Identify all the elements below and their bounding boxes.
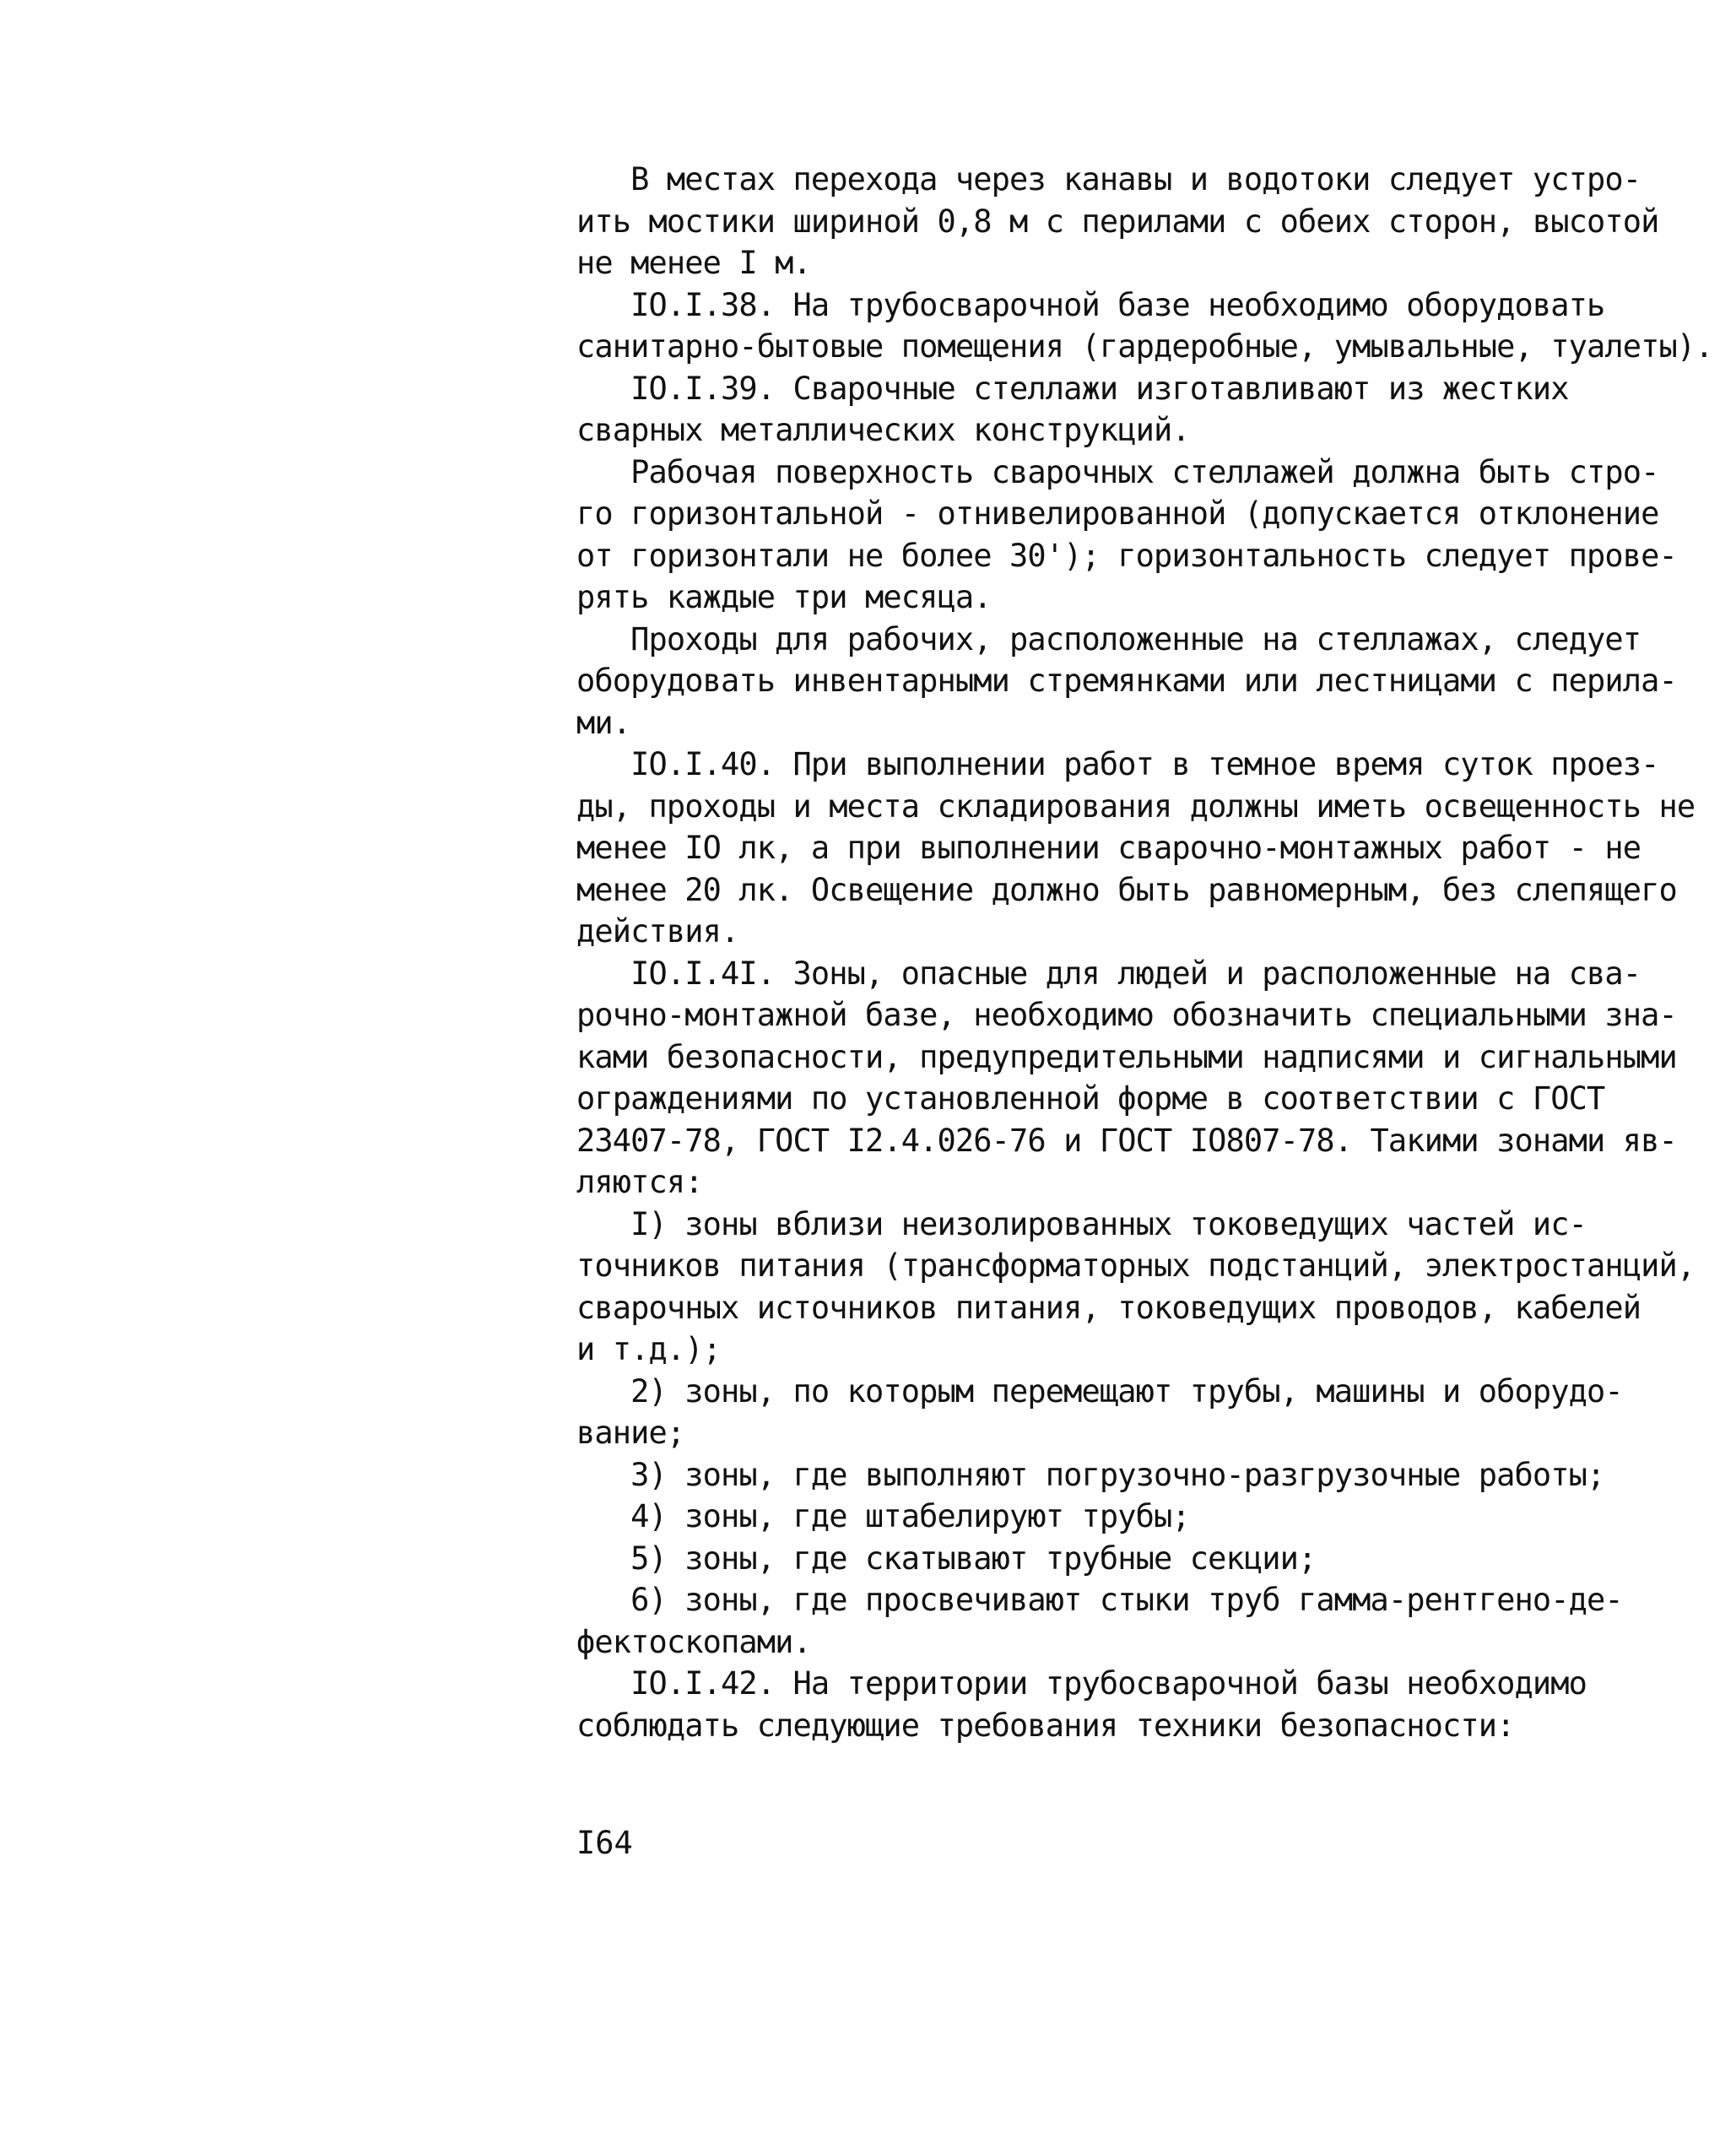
text-line: рять каждые три месяца. [576, 579, 992, 615]
text-line: менее IO лк, а при выполнении сварочно-монтажных работ - не [576, 830, 1641, 866]
text-line: IO.I.42. На территории трубосварочной базы необходимо [576, 1665, 1587, 1702]
text-line: действия. [576, 913, 739, 950]
text-line: точников питания (трансформаторных подстанций, электростанций, [576, 1247, 1695, 1284]
text-line: от горизонтали не более 30'); горизонтальность следует прове- [576, 537, 1677, 574]
text-line: соблюдать следующие требования техники безопасности: [576, 1707, 1515, 1744]
text-line: IO.I.39. Сварочные стеллажи изготавливают из жестких [576, 370, 1569, 407]
text-line: В местах перехода через канавы и водотоки следует устро- [576, 161, 1641, 198]
text-line: рочно-монтажной базе, необходимо обозначить специальными зна- [576, 997, 1677, 1033]
text-line: 4) зоны, где штабелируют трубы; [576, 1498, 1190, 1534]
text-line: ками безопасности, предупредительными надписями и сигнальными [576, 1038, 1677, 1075]
text-line: 6) зоны, где просвечивают стыки труб гамма-рентгено-де- [576, 1582, 1623, 1618]
text-line: го горизонтальной - отнивелированной (допускается отклонение [576, 495, 1659, 532]
text-line: I) зоны вблизи неизолированных токоведущих частей ис- [576, 1205, 1587, 1242]
text-line: ограждениями по установленной форме в соответствии с ГОСТ [576, 1080, 1605, 1117]
text-line: сварочных источников питания, токоведущих проводов, кабелей [576, 1289, 1641, 1326]
text-line: не менее I м. [576, 245, 811, 281]
text-line: санитарно-бытовые помещения (гардеробные, умывальные, туалеты). [576, 328, 1713, 365]
text-line: сварных металлических конструкций. [576, 412, 1190, 448]
text-line: 3) зоны, где выполняют погрузочно-разгрузочные работы; [576, 1456, 1605, 1493]
text-line: ить мостики шириной 0,8 м с перилами с обеих сторон, высотой [576, 203, 1659, 240]
text-line: ляются: [576, 1164, 703, 1200]
body-text [576, 159, 1713, 1746]
text-line: вание; [576, 1415, 685, 1451]
page-number: I64 [576, 1825, 633, 1861]
text-line: 23407-78, ГОСТ I2.4.026-76 и ГОСТ IO807-78. Такими зонами яв- [576, 1122, 1677, 1159]
text-line: оборудовать инвентарными стремянками или лестницами с перила- [576, 663, 1677, 699]
text-line: IO.I.38. На трубосварочной базе необходимо оборудовать [576, 286, 1605, 323]
text-line: ды, проходы и места складирования должны иметь освещенность не [576, 787, 1695, 825]
text-line: 2) зоны, по которым перемещают трубы, машины и оборудо- [576, 1372, 1623, 1410]
text-line: 5) зоны, где скатывают трубные секции; [576, 1540, 1317, 1577]
text-line: ми. [576, 704, 631, 741]
text-line: Проходы для рабочих, расположенные на стеллажах, следует [576, 620, 1641, 658]
text-line: IO.I.40. При выполнении работ в темное время суток проез- [576, 746, 1659, 782]
text-line: фектоскопами. [576, 1623, 811, 1660]
text-line: IO.I.4I. Зоны, опасные для людей и расположенные на сва- [576, 955, 1641, 992]
text-line: Рабочая поверхность сварочных стеллажей должна быть стро- [576, 453, 1659, 490]
text-line: и т.д.); [576, 1331, 722, 1367]
text-line: менее 20 лк. Освещение должно быть равномерным, без слепящего [576, 871, 1677, 908]
